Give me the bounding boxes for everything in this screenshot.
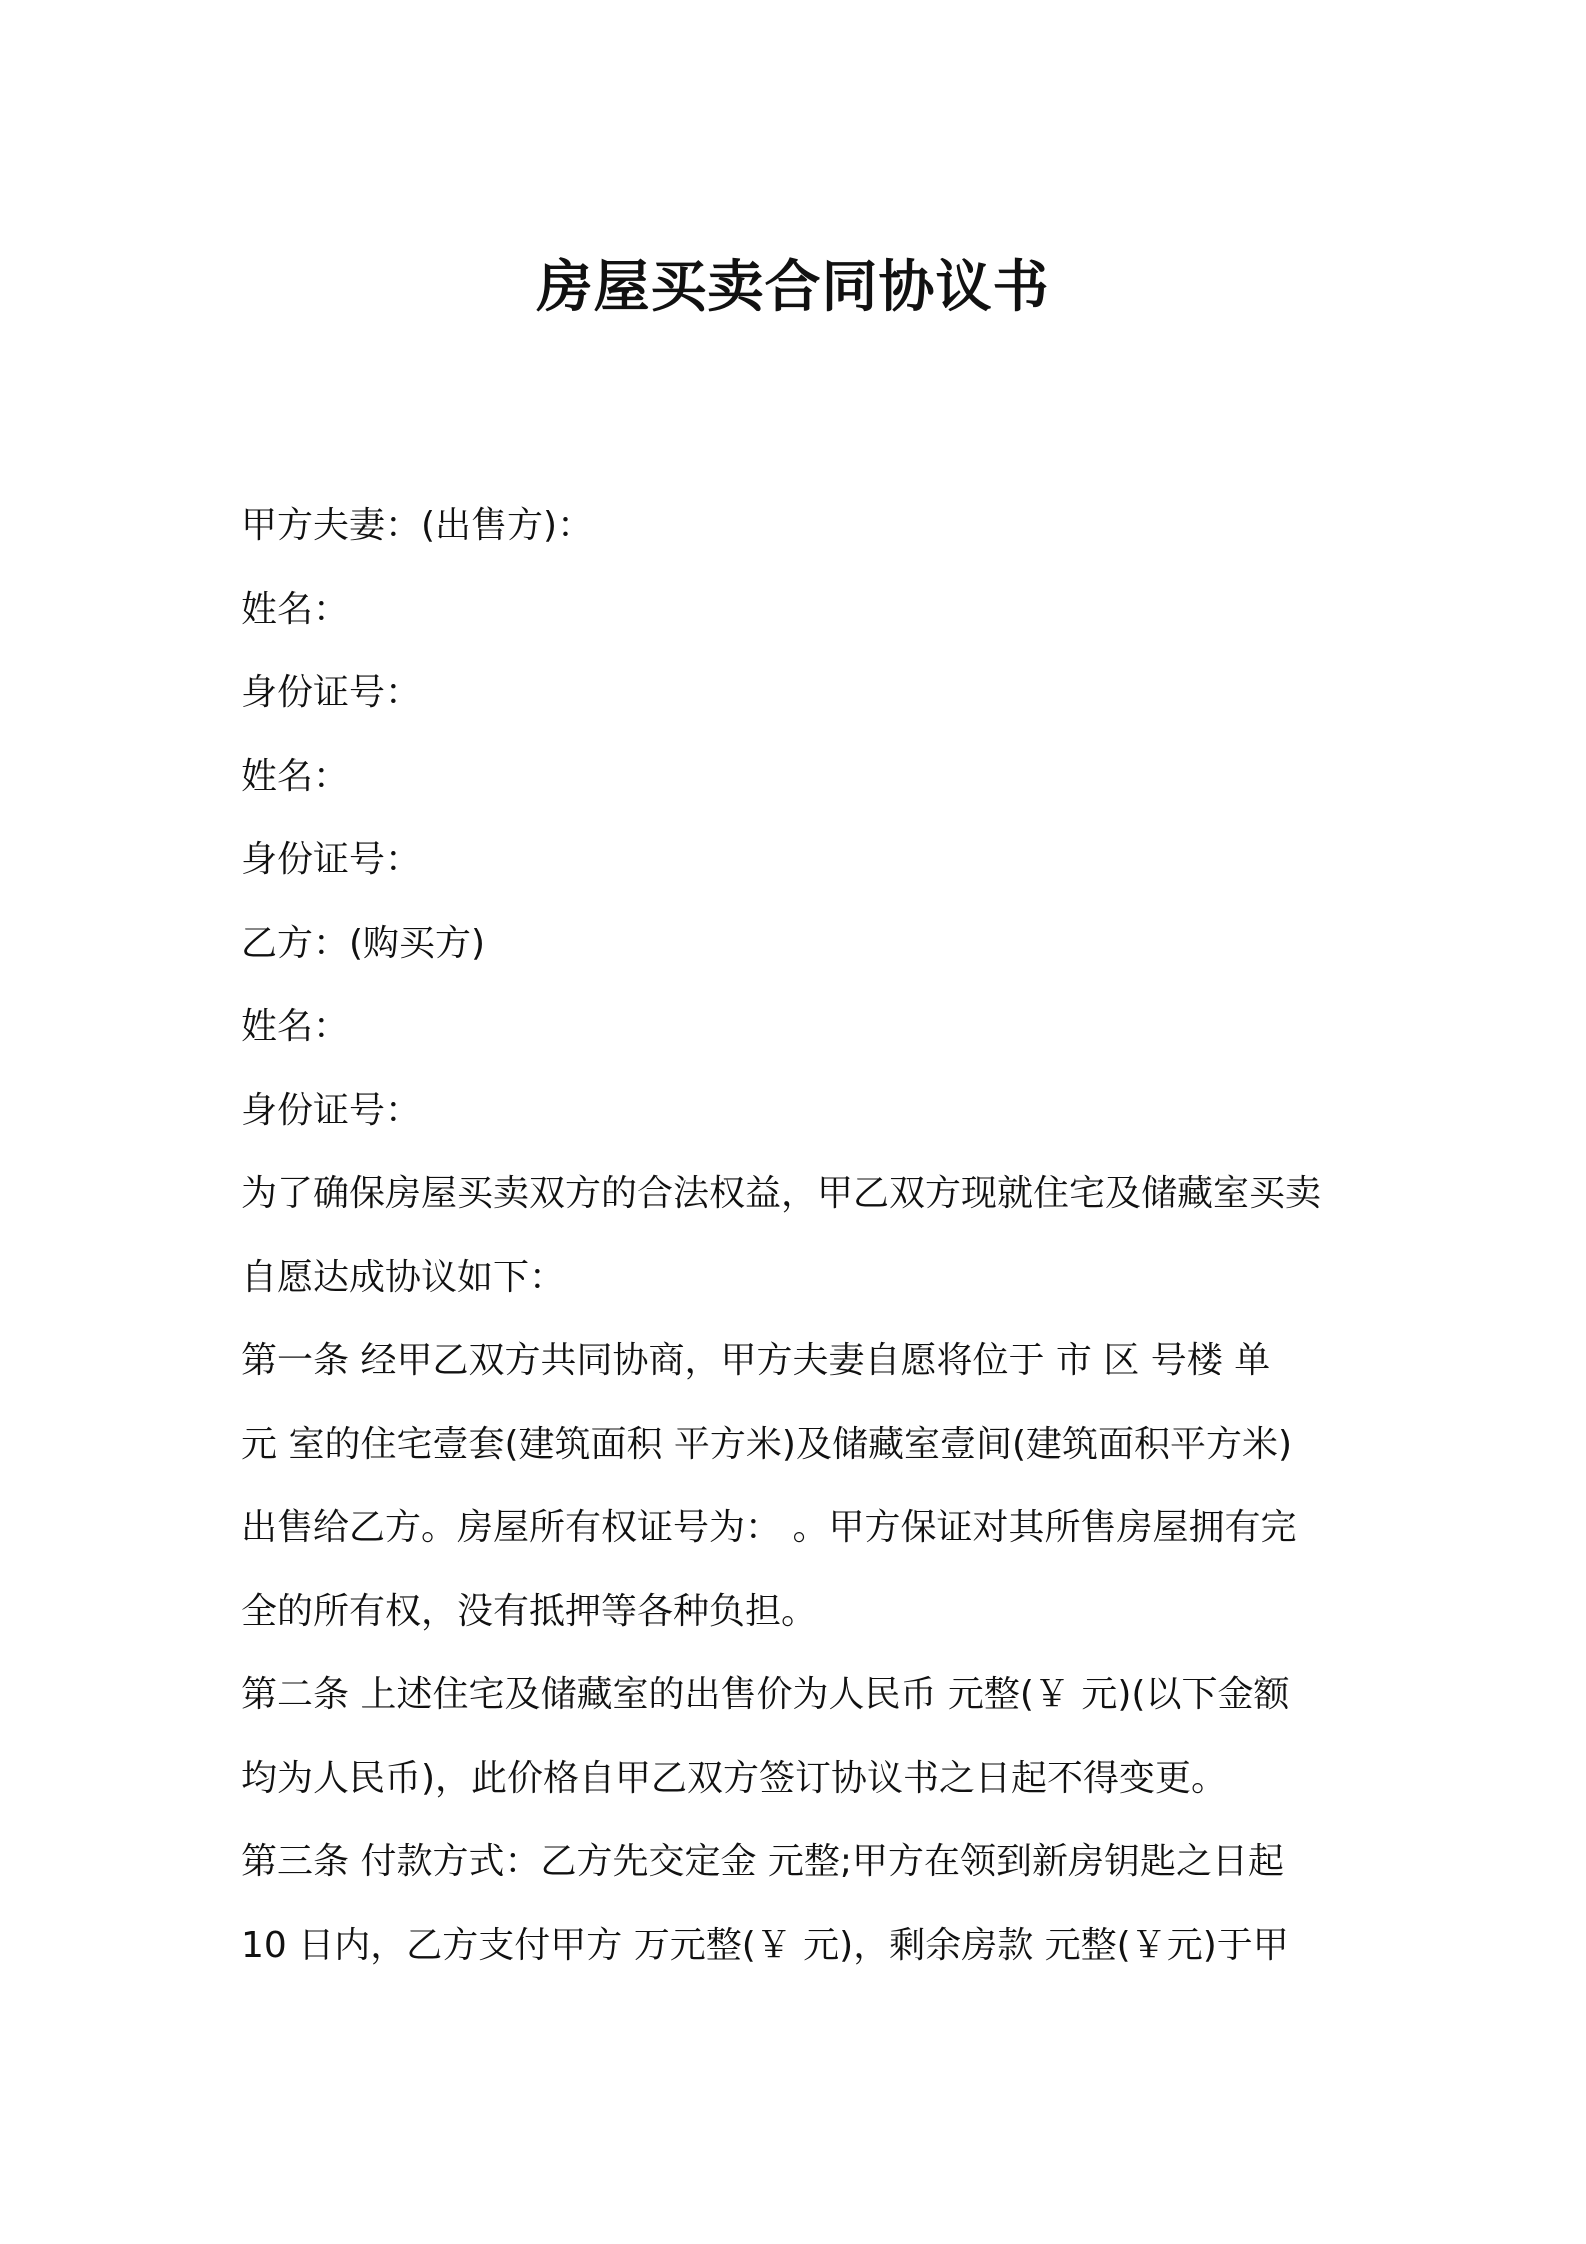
article-3-line-1: 第三条 付款方式：乙方先交定金 元整;甲方在领到新房钥匙之日起: [241, 1841, 1285, 1882]
party-a-name-1: 姓名：: [241, 588, 350, 630]
document-body: [241, 484, 1361, 1987]
article-1-line-4: 全的所有权，没有抵押等各种负担。: [241, 1590, 818, 1632]
article-1-line-3: 出售给乙方。房屋所有权证号为： 。甲方保证对其所售房屋拥有完: [241, 1507, 1297, 1548]
party-a-id-1: 身份证号：: [241, 672, 422, 713]
party-a-name-2: 姓名：: [241, 755, 350, 797]
document-title: 房屋买卖合同协议书: [536, 255, 1050, 320]
preamble-line-2: 自愿达成协议如下：: [241, 1256, 566, 1298]
party-b-name: 姓名：: [241, 1006, 350, 1047]
article-1-line-1: 第一条 经甲乙双方共同协商，甲方夫妻自愿将位于 市 区 号楼 单: [241, 1340, 1271, 1381]
preamble-line-1: 为了确保房屋买卖双方的合法权益，甲乙双方现就住宅及储藏室买卖: [241, 1173, 1322, 1214]
article-2-line-2: 均为人民币)，此价格自甲乙双方签订协议书之日起不得变更。: [241, 1757, 1228, 1799]
party-a-heading: 甲方夫妻：(出售方)：: [241, 505, 594, 546]
party-b-id: 身份证号：: [241, 1089, 422, 1131]
article-2-line-1: 第二条 上述住宅及储藏室的出售价为人民币 元整(￥ 元)(以下金额: [241, 1674, 1290, 1715]
party-a-id-2: 身份证号：: [241, 839, 422, 880]
party-b-heading: 乙方：(购买方): [241, 922, 486, 964]
article-3-line-2: 10 日内，乙方支付甲方 万元整(￥ 元)，剩余房款 元整(￥元)于甲: [241, 1924, 1289, 1966]
article-1-line-2: 元 室的住宅壹套(建筑面积 平方米)及储藏室壹间(建筑面积平方米): [241, 1423, 1293, 1465]
